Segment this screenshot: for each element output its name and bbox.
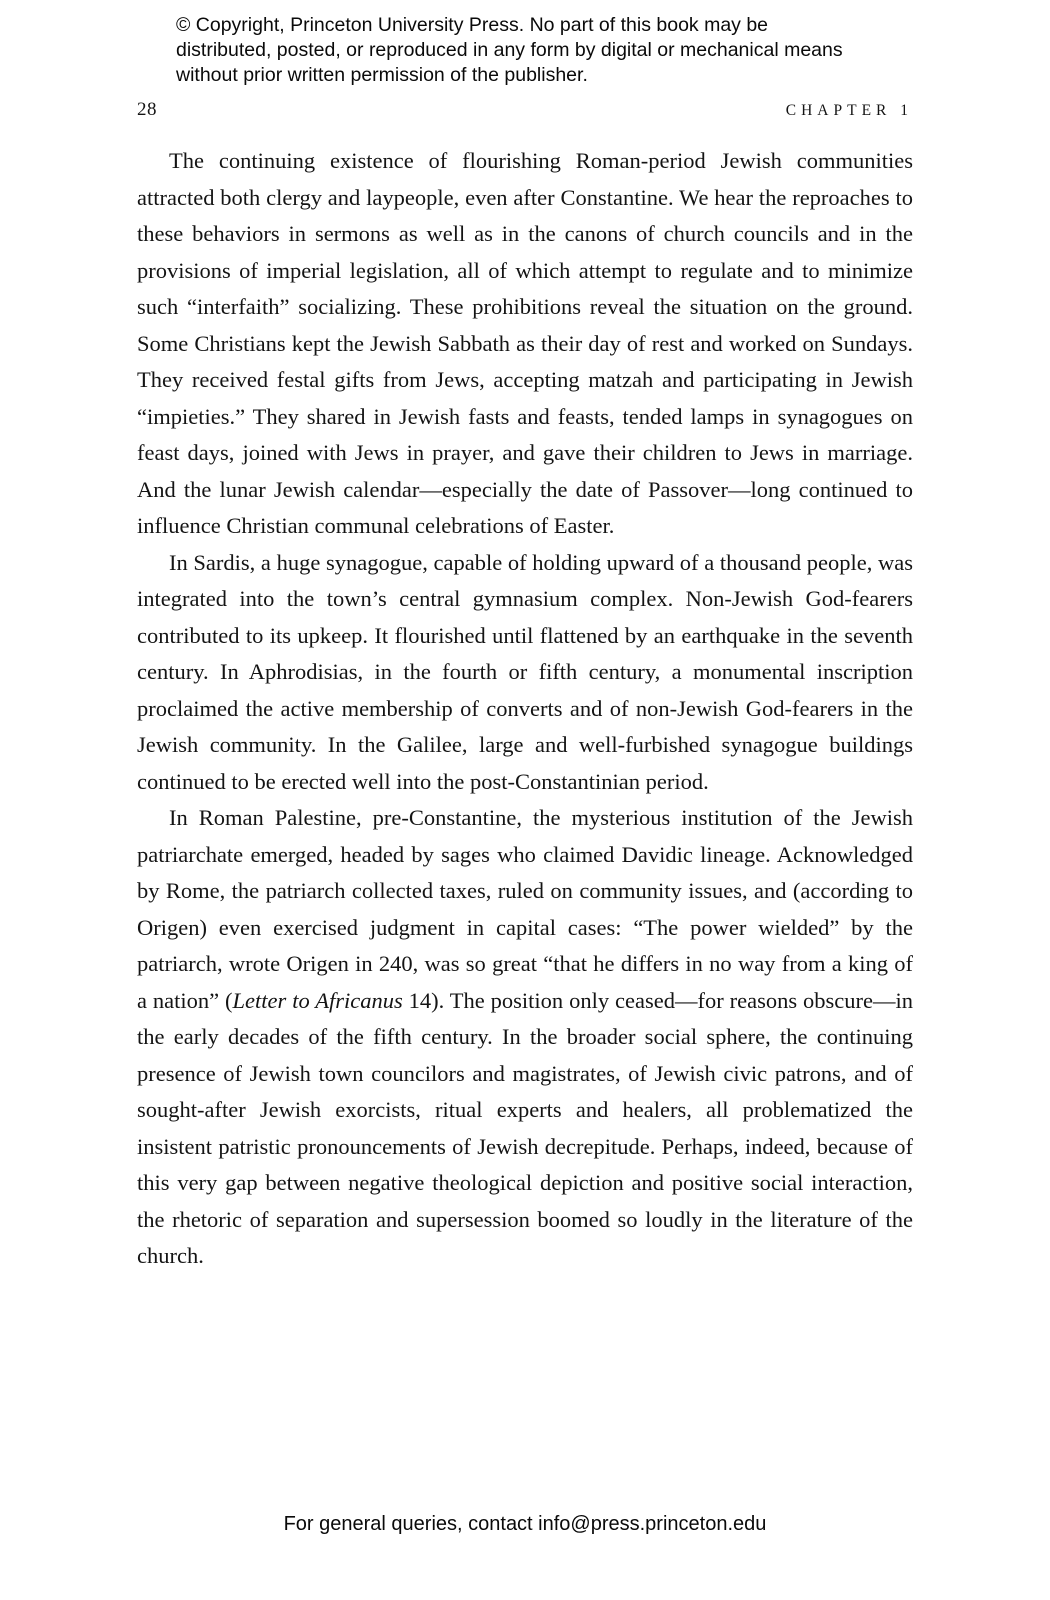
paragraph bbox=[137, 143, 913, 545]
paragraph bbox=[137, 800, 913, 1275]
italic-text: Letter to Africanus bbox=[232, 987, 403, 1013]
body-text bbox=[137, 143, 913, 1275]
page-footer-contact: For general queries, contact info@press.princeton.edu bbox=[283, 1513, 767, 1535]
page-header bbox=[137, 99, 913, 121]
chapter-label: CHAPTER 1 bbox=[785, 102, 913, 119]
body-text-segment: In Sardis, a huge synagogue, capable of holding upward of a thousand people, was integrated into the town’s central gymnasium complex. Non-Jewish God-fearers contributed to its upkeep. It flourished until flattened by an earthquake in the seventh century. In Aphrodisias, in the fourth or fifth century, a monumental inscription proclaimed the active membership of converts and of non-Jewish God-fearers in the Jewish community. In the Galilee, large and well-furbished synagogue buildings continued to be erected well into the post-Constantinian period. bbox=[137, 549, 913, 794]
body-text-segment: 14). The position only ceased—for reasons obscure—in the early decades of the fifth century. In the broader social sphere, the continuing presence of Jewish town councilors and magistrates, of Jewish civic patrons, and of sought-after Jewish exorcists, ritual experts and healers, all problematized the insistent patristic pronouncements of Jewish decrepitude. Perhaps, indeed, because of this very gap between negative theological depiction and positive social interaction, the rhetoric of separation and supersession boomed so loudly in the literature of the church. bbox=[137, 987, 913, 1268]
body-text-segment: In Roman Palestine, pre-Constantine, the mysterious institution of the Jewish patriarchate emerged, headed by sages who claimed Davidic lineage. Acknowledged by Rome, the patriarch collected taxes, ruled on community issues, and (according to Origen) even exercised judgment in capital cases: “The power wielded” by the patriarch, wrote Origen in 240, was so great “that he differs in no way from a king of a nation” ( bbox=[137, 805, 913, 1013]
body-text-segment: The continuing existence of flourishing Roman-period Jewish communities attracted both clergy and laypeople, even after Constantine. We hear the reproaches to these behaviors in sermons as well as in the canons of church councils and in the provisions of imperial legislation, all of which attempt to regulate and to minimize such “interfaith” socializing. These prohibitions reveal the situation on the ground. Some Christians kept the Jewish Sabbath as their day of rest and worked on Sundays. They received festal gifts from Jews, accepting matzah and participating in Jewish “impieties.” They shared in Jewish fasts and feasts, tended lamps in synagogues on feast days, joined with Jews in prayer, and gave their children to Jews in marriage. And the lunar Jewish calendar—especially the date of Passover—long continued to influence Christian communal celebrations of Easter. bbox=[137, 148, 913, 538]
paragraph bbox=[137, 545, 913, 801]
page-number: 28 bbox=[137, 99, 157, 120]
copyright-notice: © Copyright, Princeton University Press. No part of this book may be distributed, posted, or reproduced in any form by digital or mechanical means without prior written permission of the publisher. bbox=[176, 14, 843, 86]
